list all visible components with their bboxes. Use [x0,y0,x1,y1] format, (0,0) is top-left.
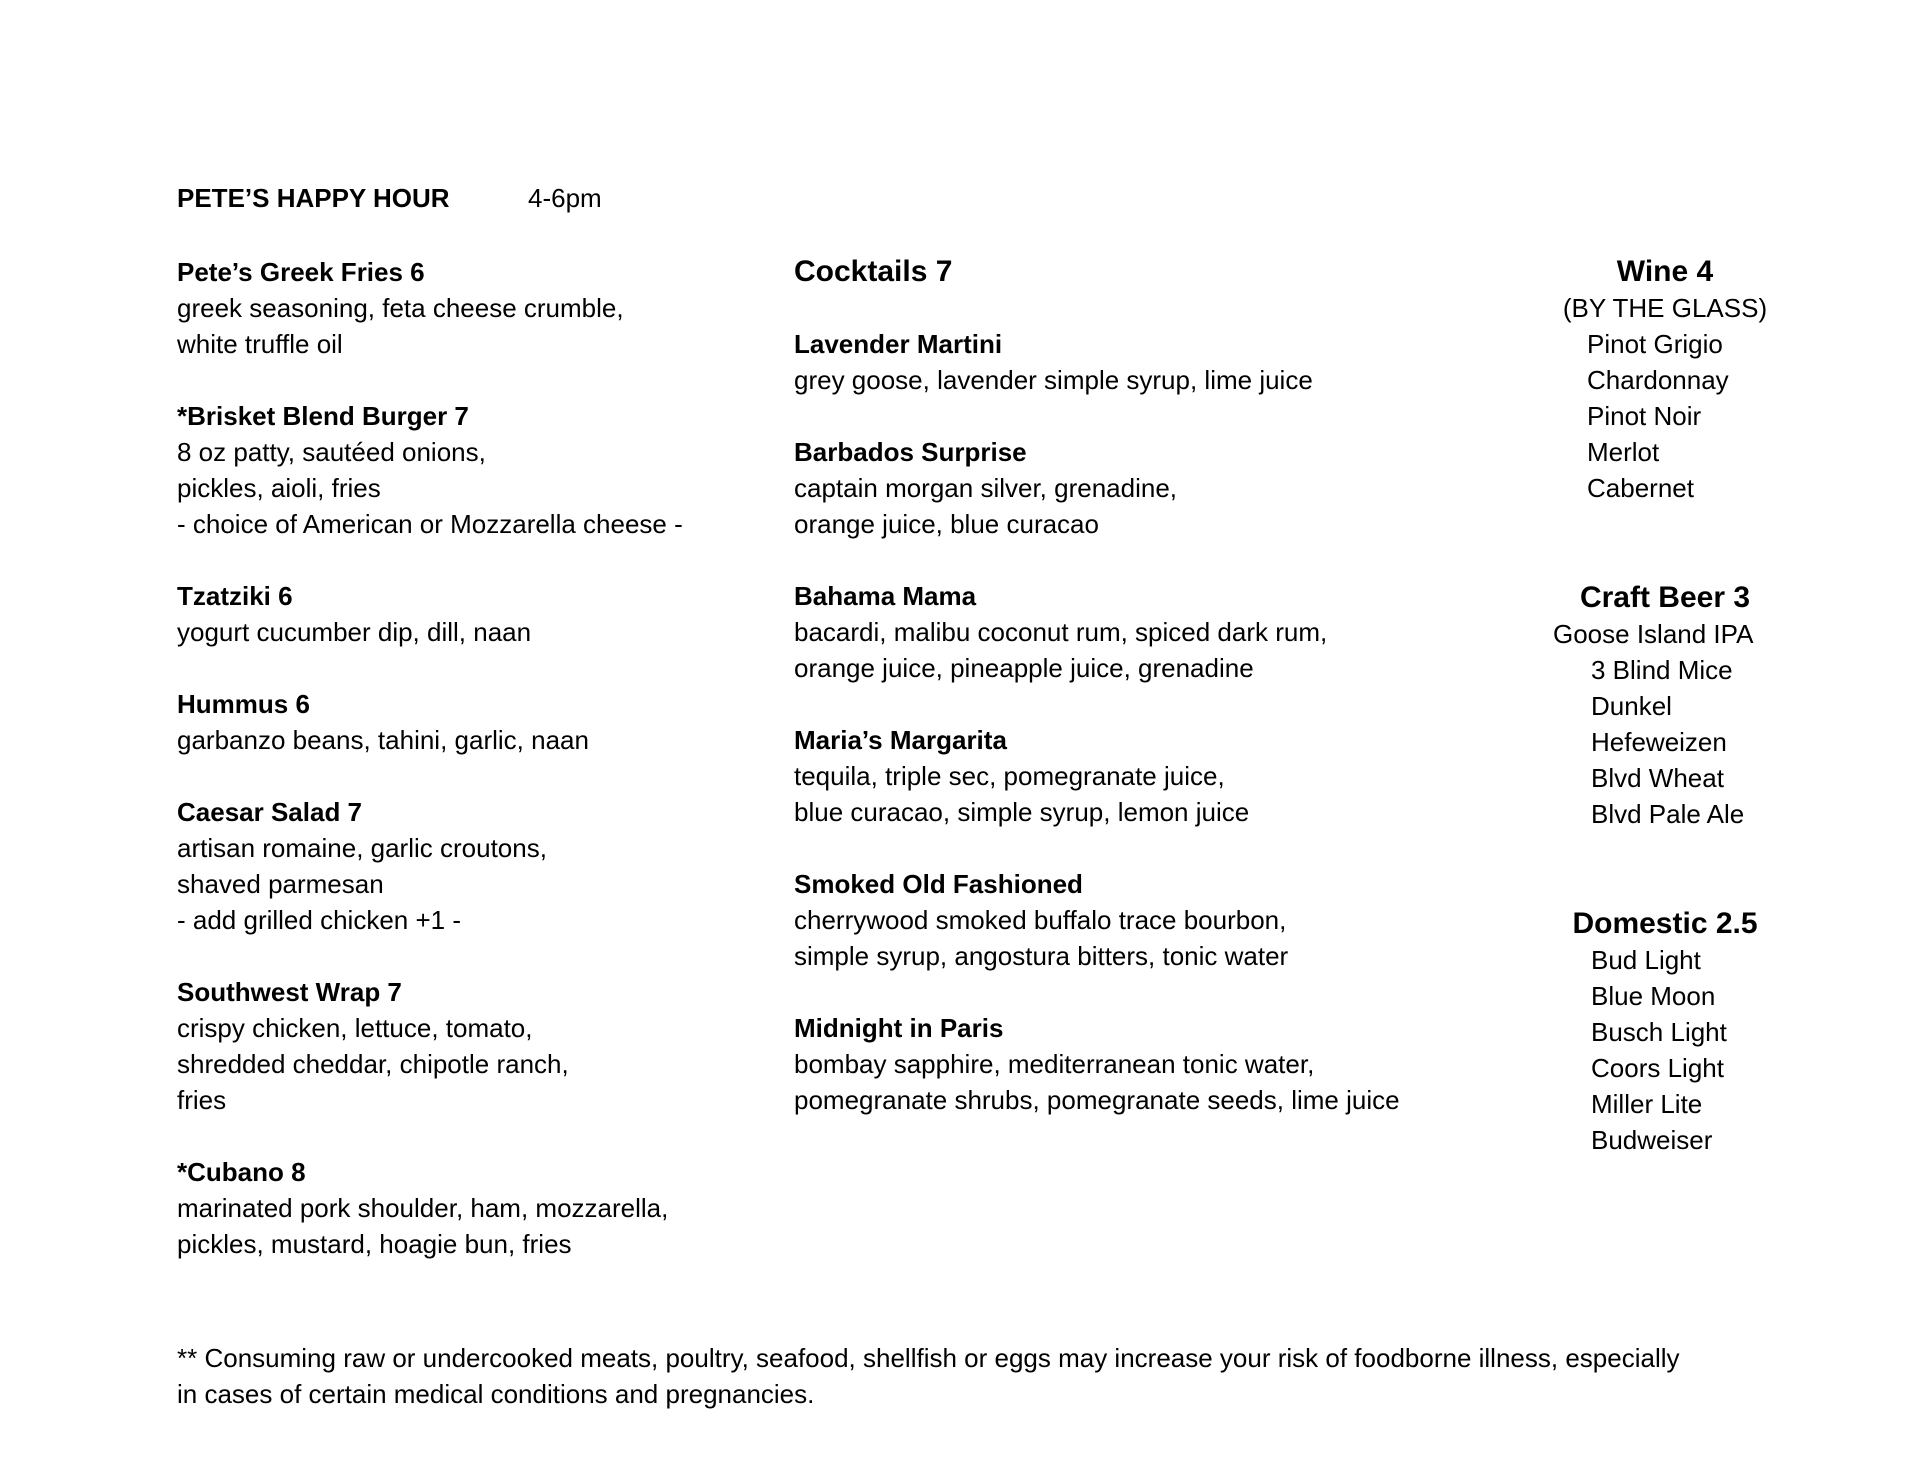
cocktail-name: Barbados Surprise [794,437,1027,467]
menu-title: PETE’S HAPPY HOUR [177,183,450,213]
cocktail-name: Bahama Mama [794,581,977,611]
food-item [177,254,737,362]
food-item-name: *Cubano 8 [177,1157,306,1187]
food-item-description: 8 oz patty, sautéed onions, [177,437,486,467]
food-item [177,578,737,650]
cocktail-ingredients: captain morgan silver, grenadine, [794,473,1178,503]
domestic-beer-item: Bud Light [1591,945,1701,975]
food-item-description: artisan romaine, garlic croutons, [177,833,547,863]
domestic-beer-item: Coors Light [1591,1053,1724,1083]
craft-beer-section [1515,580,1815,832]
food-item-description: yogurt cucumber dip, dill, naan [177,617,532,647]
cocktail-ingredients: grey goose, lavender simple syrup, lime juice [794,365,1313,395]
cocktail-name: Smoked Old Fashioned [794,869,1083,899]
food-item-option: - choice of American or Mozzarella cheese - [177,509,683,539]
cocktails-column [794,254,1474,1154]
cocktail-ingredients: cherrywood smoked buffalo trace bourbon, [794,905,1287,935]
food-item-name: Tzatziki 6 [177,581,293,611]
craft-beer-list [1515,616,1815,832]
food-item-description: shaved parmesan [177,869,384,899]
wine-item: Merlot [1587,437,1660,467]
cocktails-heading: Cocktails 7 [794,255,953,288]
wine-list [1515,326,1815,506]
food-item [177,1154,737,1262]
food-item-description: garbanzo beans, tahini, garlic, naan [177,725,589,755]
food-item-description: shredded cheddar, chipotle ranch, [177,1049,569,1079]
domestic-beer-item: Budweiser [1591,1125,1713,1155]
food-item-description: crispy chicken, lettuce, tomato, [177,1013,533,1043]
craft-beer-item: Hefeweizen [1591,727,1727,757]
disclaimer-line: ** Consuming raw or undercooked meats, poultry, seafood, shellfish or eggs may increase your risk of foodborne illness, especially [177,1343,1680,1373]
food-item [177,794,737,938]
domestic-heading: Domestic 2.5 [1572,907,1758,940]
wine-subheading: (BY THE GLASS) [1562,293,1768,323]
domestic-beer-item: Miller Lite [1591,1089,1703,1119]
domestic-beer-section [1515,906,1815,1158]
cocktail-item [794,866,1474,974]
food-item-description: greek seasoning, feta cheese crumble, [177,293,624,323]
cocktail-ingredients: orange juice, blue curacao [794,509,1099,539]
cocktail-ingredients: bacardi, malibu coconut rum, spiced dark rum, [794,617,1328,647]
cocktail-ingredients: tequila, triple sec, pomegranate juice, [794,761,1225,791]
wine-section [1515,254,1815,506]
craft-beer-item: Blvd Wheat [1591,763,1724,793]
cocktail-ingredients: bombay sapphire, mediterranean tonic water, [794,1049,1315,1079]
disclaimer-line: in cases of certain medical conditions and pregnancies. [177,1379,815,1409]
food-item-name: Pete’s Greek Fries 6 [177,257,425,287]
wine-item: Pinot Noir [1587,401,1702,431]
food-item-option: - add grilled chicken +1 - [177,905,461,935]
domestic-beer-item: Blue Moon [1591,981,1716,1011]
food-item-description: white truffle oil [177,329,343,359]
happy-hour-time: 4-6pm [528,183,602,213]
food-item-description: pickles, mustard, hoagie bun, fries [177,1229,572,1259]
cocktail-item [794,1010,1474,1118]
domestic-beer-item: Busch Light [1591,1017,1727,1047]
food-item-description: marinated pork shoulder, ham, mozzarella, [177,1193,669,1223]
food-item-name: Caesar Salad 7 [177,797,363,827]
wine-item: Pinot Grigio [1587,329,1723,359]
craft-beer-item: Blvd Pale Ale [1591,799,1745,829]
food-safety-disclaimer [177,1340,1757,1412]
cocktail-item [794,434,1474,542]
wine-item: Cabernet [1587,473,1694,503]
domestic-beer-list [1515,942,1815,1158]
food-item-name: Hummus 6 [177,689,310,719]
food-item-description: pickles, aioli, fries [177,473,381,503]
cocktail-item [794,326,1474,398]
cocktail-name: Lavender Martini [794,329,1003,359]
food-item [177,974,737,1118]
craft-beer-item: Dunkel [1591,691,1672,721]
cocktail-name: Midnight in Paris [794,1013,1004,1043]
craft-beer-heading: Craft Beer 3 [1579,581,1751,614]
food-column [177,254,737,1298]
wine-heading: Wine 4 [1616,255,1714,288]
cocktail-ingredients: simple syrup, angostura bitters, tonic water [794,941,1289,971]
cocktail-name: Maria’s Margarita [794,725,1007,755]
craft-beer-item: Goose Island IPA [1553,619,1754,649]
cocktail-ingredients: pomegranate shrubs, pomegranate seeds, lime juice [794,1085,1400,1115]
cocktail-item [794,722,1474,830]
food-item [177,398,737,542]
wine-item: Chardonnay [1587,365,1729,395]
food-item-name: *Brisket Blend Burger 7 [177,401,469,431]
cocktail-ingredients: blue curacao, simple syrup, lemon juice [794,797,1250,827]
cocktail-ingredients: orange juice, pineapple juice, grenadine [794,653,1254,683]
food-item-description: fries [177,1085,227,1115]
craft-beer-item: 3 Blind Mice [1591,655,1733,685]
menu-header [177,180,602,216]
cocktail-item [794,578,1474,686]
food-item [177,686,737,758]
food-item-name: Southwest Wrap 7 [177,977,402,1007]
